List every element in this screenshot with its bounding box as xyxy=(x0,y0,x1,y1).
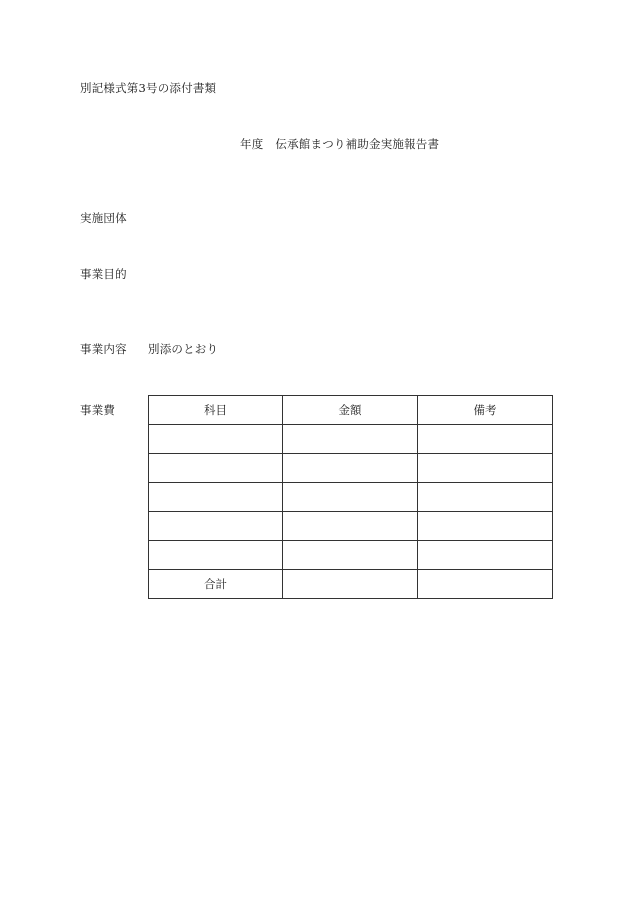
table-cell xyxy=(283,483,418,512)
purpose-label: 事業目的 xyxy=(80,267,127,281)
table-cell xyxy=(418,512,553,541)
table-cell xyxy=(149,541,283,570)
table-row xyxy=(149,483,553,512)
total-label: 合計 xyxy=(149,570,283,599)
table-cell xyxy=(283,541,418,570)
table-row xyxy=(149,541,553,570)
title-year-label: 年度 xyxy=(240,137,264,151)
table-cell xyxy=(149,425,283,454)
table-cell xyxy=(283,425,418,454)
cost-label: 事業費 xyxy=(80,403,116,417)
table-cell xyxy=(283,454,418,483)
table-cell xyxy=(418,454,553,483)
total-amount xyxy=(283,570,418,599)
table-row xyxy=(149,425,553,454)
cost-table xyxy=(148,395,553,599)
header-remarks: 備考 xyxy=(418,396,553,425)
table-cell xyxy=(418,425,553,454)
table-cell xyxy=(149,512,283,541)
table-row xyxy=(149,454,553,483)
table-cell xyxy=(418,483,553,512)
title-name: 伝承館まつり補助金実施報告書 xyxy=(275,137,440,151)
table-cell xyxy=(283,512,418,541)
header-amount: 金額 xyxy=(283,396,418,425)
table-cell xyxy=(149,454,283,483)
document-title xyxy=(240,137,439,151)
form-reference: 別記様式第3号の添付書類 xyxy=(80,81,217,95)
total-row xyxy=(149,570,553,599)
cost-table-header-row xyxy=(149,396,553,425)
table-row xyxy=(149,512,553,541)
organization-label: 実施団体 xyxy=(80,211,127,225)
content-value: 別添のとおり xyxy=(148,342,219,356)
total-remarks xyxy=(418,570,553,599)
content-label: 事業内容 xyxy=(80,342,127,356)
table-cell xyxy=(149,483,283,512)
header-account-item: 科目 xyxy=(149,396,283,425)
table-cell xyxy=(418,541,553,570)
